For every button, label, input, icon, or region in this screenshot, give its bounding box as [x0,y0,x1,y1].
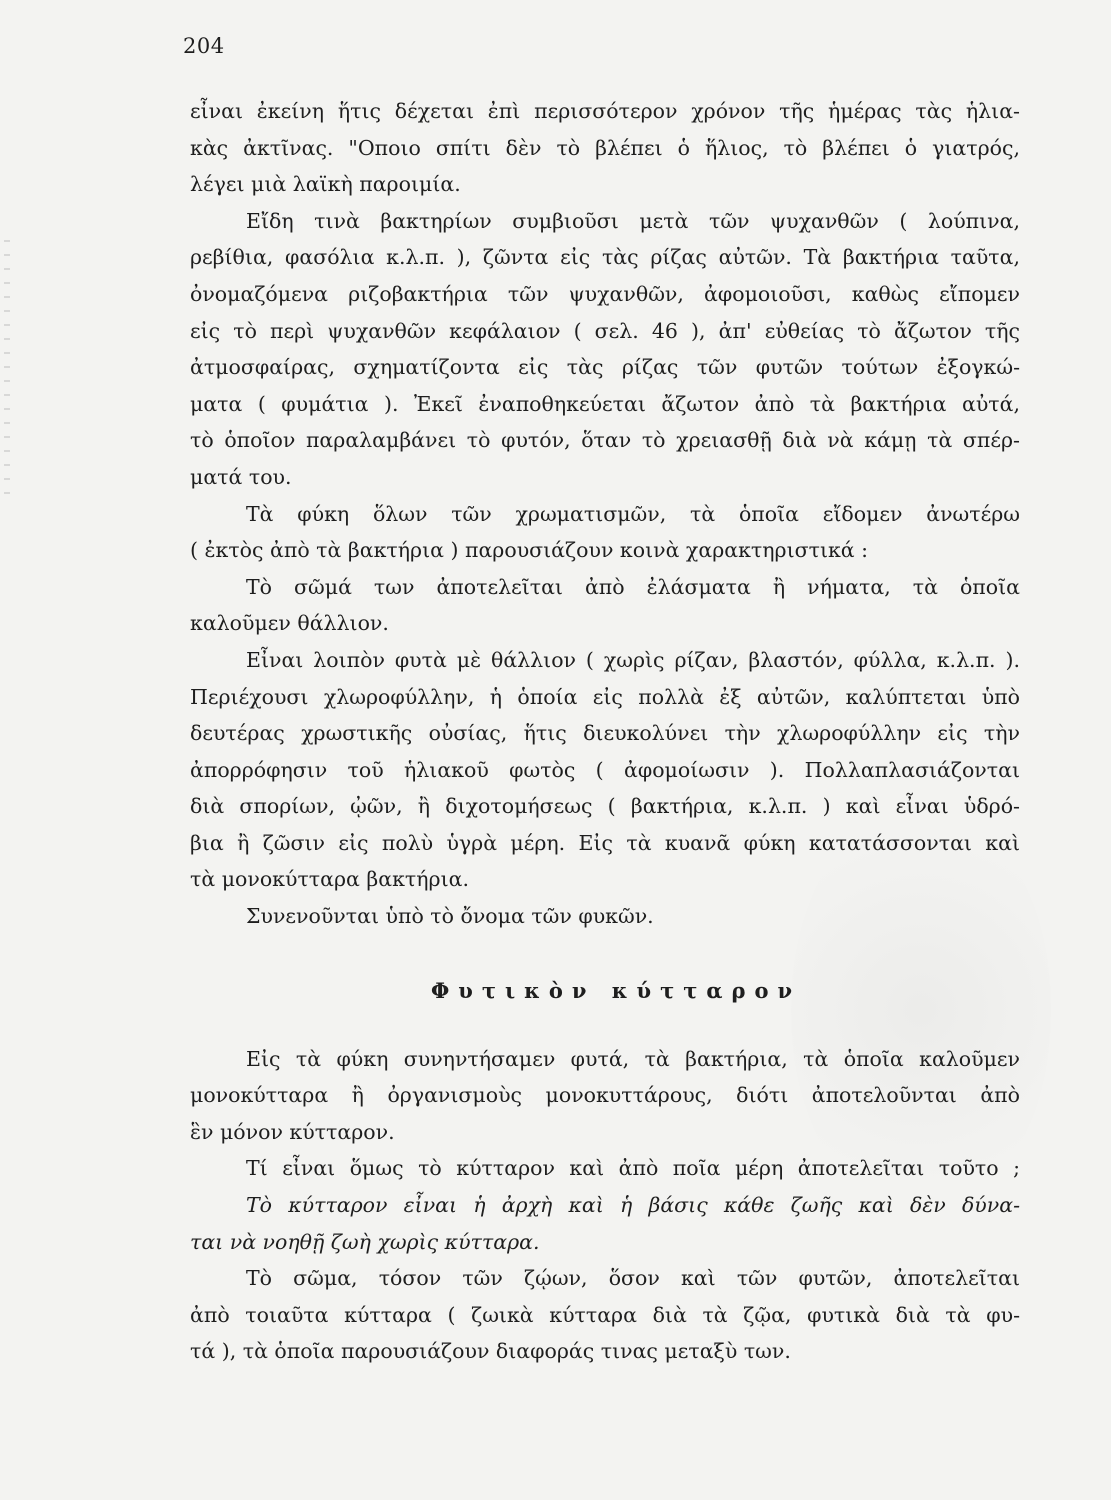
text-line: Εἶναι λοιπὸν φυτὰ μὲ θάλλιον ( χωρὶς ρίζαν, βλαστόν, φύλλα, κ.λ.π. ). [246,647,1020,672]
text-line: βια ἢ ζῶσιν εἰς πολὺ ὑγρὰ μέρη. Εἰς τὰ κυανᾶ φύκη κατατάσσονται καὶ [190,830,1020,855]
text-line: Εἴδη τινὰ βακτηρίων συμβιοῦσι μετὰ τῶν ψυχανθῶν ( λούπινα, [246,208,1020,233]
text-line: ἀπὸ τοιαῦτα κύτταρα ( ζωικὰ κύτταρα διὰ τὰ ζῷα, φυτικὰ διὰ τὰ φυ- [190,1302,1020,1327]
text-line: διὰ σπορίων, ᾠῶν, ἢ διχοτομήσεως ( βακτήρια, κ.λ.π. ) καὶ εἶναι ὑδρό- [190,794,1020,819]
text-line: Τὸ σῶμα, τόσον τῶν ζῴων, ὅσον καὶ τῶν φυτῶν, ἀποτελεῖται [246,1266,1020,1291]
text-line: Εἰς τὰ φύκη συνηντήσαμεν φυτά, τὰ βακτήρια, τὰ ὁποῖα καλοῦμεν [246,1046,1020,1071]
text-line: ἓν μόνον κύτταρον. [190,1119,395,1144]
text-line: ματά του. [190,464,292,489]
text-line: ματα ( φυμάτια ). Ἐκεῖ ἐναποθηκεύεται ἄζωτον ἀπὸ τὰ βακτήρια αὐτά, [190,391,1020,416]
text-line: Συνενοῦνται ὑπὸ τὸ ὄνομα τῶν φυκῶν. [246,904,654,929]
text-line: εἶναι ἐκείνη ἥτις δέχεται ἐπὶ περισσότερον χρόνον τῆς ἡμέρας τὰς ἡλια- [190,99,1020,123]
text-line: Τὰ φύκη ὅλων τῶν χρωματισμῶν, τὰ ὁποῖα εἴδομεν ἀνωτέρω [246,501,1020,526]
text-line: ται νὰ νοηθῇ ζωὴ χωρὶς κύτταρα. [190,1229,540,1254]
text-line: τὰ μονοκύτταρα βακτήρια. [190,867,469,892]
text-line: Περιέχουσι χλωροφύλλην, ἡ ὁποία εἰς πολλὰ ἐξ αὐτῶν, καλύπτεται ὑπὸ [190,684,1020,709]
text-line: μονοκύτταρα ἢ ὀργανισμοὺς μονοκυττάρους, διότι ἀποτελοῦνται ἀπὸ [190,1083,1020,1108]
section-heading: Φυτικὸν κύτταρον [430,977,802,1003]
text-line: τὸ ὁποῖον παραλαμβάνει τὸ φυτόν, ὅταν τὸ χρειασθῇ διὰ νὰ κάμῃ τὰ σπέρ- [190,428,1020,453]
text-line: λέγει μιὰ λαϊκὴ παροιμία. [190,172,461,197]
body-text [190,93,1020,1370]
text-line: ( ἐκτὸς ἀπὸ τὰ βακτήρια ) παρουσιάζουν κοινὰ χαρακτηριστικά : [190,538,869,563]
text-line: ὀνομαζόμενα ριζοβακτήρια τῶν ψυχανθῶν, ἀφομοιοῦσι, καθὼς εἴπομεν [190,281,1020,306]
spacer [190,935,1020,971]
text-line: καλοῦμεν θάλλιον. [190,611,389,636]
page-number: 204 [183,34,225,58]
text-line: Τί εἶναι ὅμως τὸ κύτταρον καὶ ἀπὸ ποῖα μέρη ἀποτελεῖται τοῦτο ; [246,1156,1020,1181]
text-line: Τὸ κύτταρον εἶναι ἡ ἀρχὴ καὶ ἡ βάσις κάθε ζωῆς καὶ δὲν δύνα- [246,1193,1020,1218]
text-line: ρεβίθια, φασόλια κ.λ.π. ), ζῶντα εἰς τὰς ρίζας αὐτῶν. Τὰ βακτήρια ταῦτα, [190,245,1020,270]
text-line: τά ), τὰ ὁποῖα παρουσιάζουν διαφοράς τινας μεταξὺ των. [190,1339,791,1364]
text-line: ἀπορρόφησιν τοῦ ἡλιακοῦ φωτὸς ( ἀφομοίωσιν ). Πολλαπλασιάζονται [190,757,1020,782]
spacer [190,1011,1020,1041]
page-edge-marks [4,240,10,500]
text-line: δευτέρας χρωστικῆς οὐσίας, ἥτις διευκολύνει τὴν χλωροφύλλην εἰς τὴν [190,721,1020,746]
text-line: κὰς ἀκτῖνας. "Οποιο σπίτι δὲν τὸ βλέπει ὁ ἥλιος, τὸ βλέπει ὁ γιατρός, [190,135,1020,160]
text-line: εἰς τὸ περὶ ψυχανθῶν κεφάλαιον ( σελ. 46 ), ἀπ' εὐθείας τὸ ἄζωτον τῆς [190,318,1020,343]
text-line: ἀτμοσφαίρας, σχηματίζοντα εἰς τὰς ρίζας τῶν φυτῶν τούτων ἐξογκώ- [190,355,1020,380]
text-line: Τὸ σῶμά των ἀποτελεῖται ἀπὸ ἐλάσματα ἢ νήματα, τὰ ὁποῖα [246,574,1020,599]
